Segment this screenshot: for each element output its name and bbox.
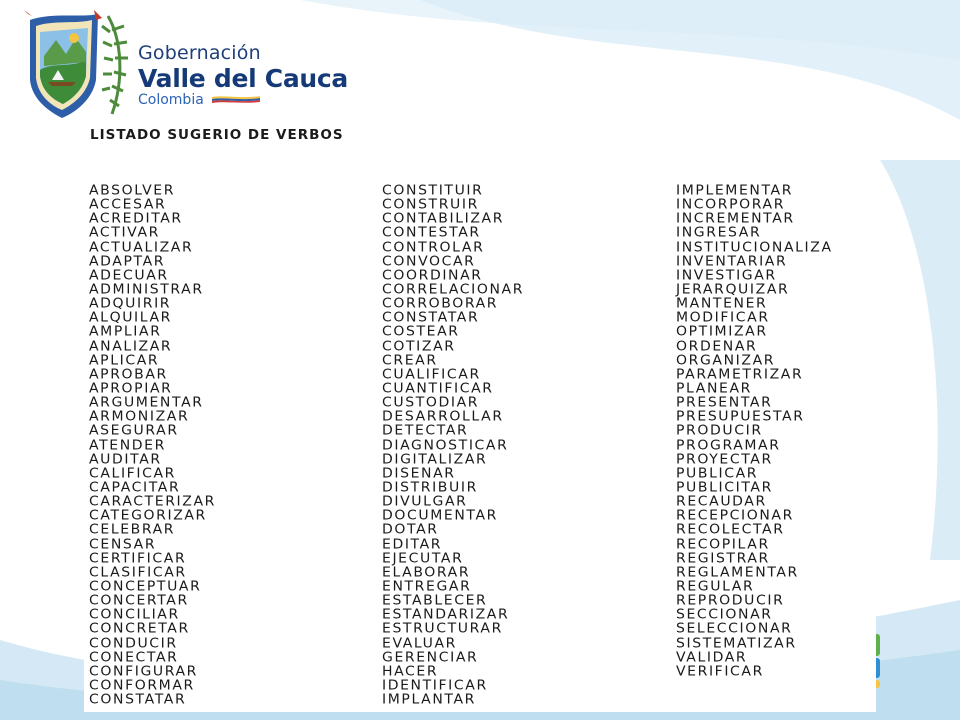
verb-item: CREAR (382, 353, 438, 369)
verb-item: RECEPCIONAR (676, 508, 794, 524)
verb-column-2 (382, 184, 524, 707)
verb-item: DIGITALIZAR (382, 452, 488, 468)
verb-item: ABSOLVER (89, 183, 176, 199)
verb-item: ADMINISTRAR (89, 282, 204, 298)
verb-item: CONSTITUIR (382, 183, 484, 199)
verb-item: HACER (382, 664, 439, 680)
verb-item: ARMONIZAR (89, 409, 190, 425)
flag-stripe-decoration (212, 95, 260, 103)
verb-item: PRESUPUESTAR (676, 409, 805, 425)
verb-item: ESTANDARIZAR (382, 607, 510, 623)
verb-item: ORDENAR (676, 339, 758, 354)
verb-item: DIVULGAR (382, 494, 468, 510)
verb-item: VALIDAR (676, 650, 748, 666)
verb-item: ATENDER (89, 438, 166, 453)
verb-item: AMPLIAR (89, 325, 162, 340)
verb-item: ADECUAR (89, 268, 169, 284)
verb-item: CONCEPTUAR (89, 579, 202, 595)
verb-item: PUBLICAR (676, 466, 759, 482)
verb-item: CONCILIAR (89, 607, 180, 623)
verb-item: PLANEAR (676, 381, 752, 397)
verb-item: ASEGURAR (89, 424, 179, 439)
verb-column-1 (89, 184, 216, 707)
verb-item: CONFORMAR (89, 678, 195, 694)
brand-line-colombia: Colombia (138, 92, 204, 108)
verb-item: ESTABLECER (382, 593, 488, 609)
brand-line-gobernacion: Gobernación (138, 42, 261, 64)
verb-item: CORRELACIONAR (382, 282, 525, 298)
verb-item: ACTUALIZAR (89, 240, 194, 255)
verb-item: VERIFICAR (676, 664, 764, 680)
verb-item: SISTEMATIZAR (676, 636, 797, 651)
verb-item: SELECCIONAR (676, 622, 793, 637)
verb-item: EVALUAR (382, 636, 457, 651)
verb-item: RECOLECTAR (676, 523, 785, 538)
verb-item: COORDINAR (382, 268, 483, 284)
verb-item: CENSAR (89, 537, 157, 552)
verb-item: ALQUILAR (89, 310, 172, 326)
verb-item: REGISTRAR (676, 551, 770, 567)
verb-item: DIAGNOSTICAR (382, 438, 509, 453)
verb-item: INSTITUCIONALIZA (676, 240, 833, 255)
verb-item: INCREMENTAR (676, 211, 795, 227)
coat-of-arms-logo (22, 10, 134, 122)
verb-item: REGLAMENTAR (676, 565, 799, 581)
verb-item: ACTIVAR (89, 226, 160, 241)
verb-item: CONTESTAR (382, 226, 481, 241)
verb-list-document (84, 124, 876, 712)
verb-item: OPTIMIZAR (676, 325, 768, 340)
verb-item: CONDUCIR (89, 636, 178, 651)
verb-item: GERENCIAR (382, 650, 479, 666)
verb-item: ORGANIZAR (676, 353, 776, 369)
verb-item: APROPIAR (89, 381, 173, 397)
verb-item: ANALIZAR (89, 339, 173, 354)
verb-item: COTIZAR (382, 339, 456, 354)
verb-item: CUSTODIAR (382, 395, 480, 411)
verb-item: CONCRETAR (89, 622, 190, 637)
verb-item: APROBAR (89, 367, 168, 383)
verb-item: IMPLEMENTAR (676, 183, 794, 199)
verb-item: CLASIFICAR (89, 565, 187, 581)
verb-item: CORROBORAR (382, 296, 499, 312)
verb-item: PRESENTAR (676, 395, 773, 411)
verb-column-3 (676, 184, 833, 679)
verb-item: PRODUCIR (676, 424, 763, 439)
verb-item: DOTAR (382, 523, 439, 538)
verb-item: CUANTIFICAR (382, 381, 494, 397)
verb-item: MANTENER (676, 296, 768, 312)
verb-item: ENTREGAR (382, 579, 472, 595)
verb-item: PUBLICITAR (676, 480, 773, 496)
verb-item: ADAPTAR (89, 254, 166, 270)
brand-line-valle-del-cauca: Valle del Cauca (138, 64, 348, 93)
verb-item: INVESTIGAR (676, 268, 777, 284)
verb-item: JERARQUIZAR (676, 282, 790, 298)
verb-item: PARAMETRIZAR (676, 367, 804, 383)
verb-item: SECCIONAR (676, 607, 773, 623)
document-title: LISTADO SUGERIO DE VERBOS (90, 127, 344, 143)
verb-item: EJECUTAR (382, 551, 464, 567)
verb-item: CALIFICAR (89, 466, 176, 482)
verb-item: CAPACITAR (89, 480, 181, 496)
verb-item: CONTABILIZAR (382, 211, 505, 227)
verb-item: REGULAR (676, 579, 755, 595)
verb-item: DISENAR (382, 466, 456, 482)
verb-item: CONECTAR (89, 650, 179, 666)
verb-item: CERTIFICAR (89, 551, 187, 567)
verb-item: DOCUMENTAR (382, 508, 498, 524)
verb-item: AUDITAR (89, 452, 162, 468)
verb-item: CARACTERIZAR (89, 494, 216, 510)
verb-item: PROGRAMAR (676, 438, 781, 453)
verb-item: CELEBRAR (89, 523, 176, 538)
verb-item: ESTRUCTURAR (382, 622, 503, 637)
verb-item: MODIFICAR (676, 310, 770, 326)
verb-item: CONCERTAR (89, 593, 189, 609)
verb-item: ACREDITAR (89, 211, 183, 227)
verb-item: CONVOCAR (382, 254, 476, 270)
verb-item: CONSTATAR (382, 310, 480, 326)
verb-item: ARGUMENTAR (89, 395, 204, 411)
verb-item: CONSTATAR (89, 692, 187, 708)
verb-item: IDENTIFICAR (382, 678, 488, 694)
verb-item: COSTEAR (382, 325, 460, 340)
verb-item: CONFIGURAR (89, 664, 199, 680)
verb-item: ADQUIRIR (89, 296, 172, 312)
verb-item: RECAUDAR (676, 494, 767, 510)
verb-item: ACCESAR (89, 197, 167, 213)
verb-item: EDITAR (382, 537, 443, 552)
verb-item: INCORPORAR (676, 197, 786, 213)
verb-item: ELABORAR (382, 565, 471, 581)
verb-item: APLICAR (89, 353, 160, 369)
verb-item: REPRODUCIR (676, 593, 785, 609)
verb-item: CONTROLAR (382, 240, 485, 255)
verb-item: PROYECTAR (676, 452, 773, 468)
verb-item: DISTRIBUIR (382, 480, 478, 496)
verb-item: DETECTAR (382, 424, 469, 439)
verb-item: DESARROLLAR (382, 409, 504, 425)
verb-item: CONSTRUIR (382, 197, 479, 213)
verb-item: RECOPILAR (676, 537, 770, 552)
verb-item: INVENTARIAR (676, 254, 788, 270)
verb-item: INGRESAR (676, 226, 762, 241)
verb-item: CUALIFICAR (382, 367, 481, 383)
verb-item: IMPLANTAR (382, 692, 476, 708)
verb-item: CATEGORIZAR (89, 508, 207, 524)
